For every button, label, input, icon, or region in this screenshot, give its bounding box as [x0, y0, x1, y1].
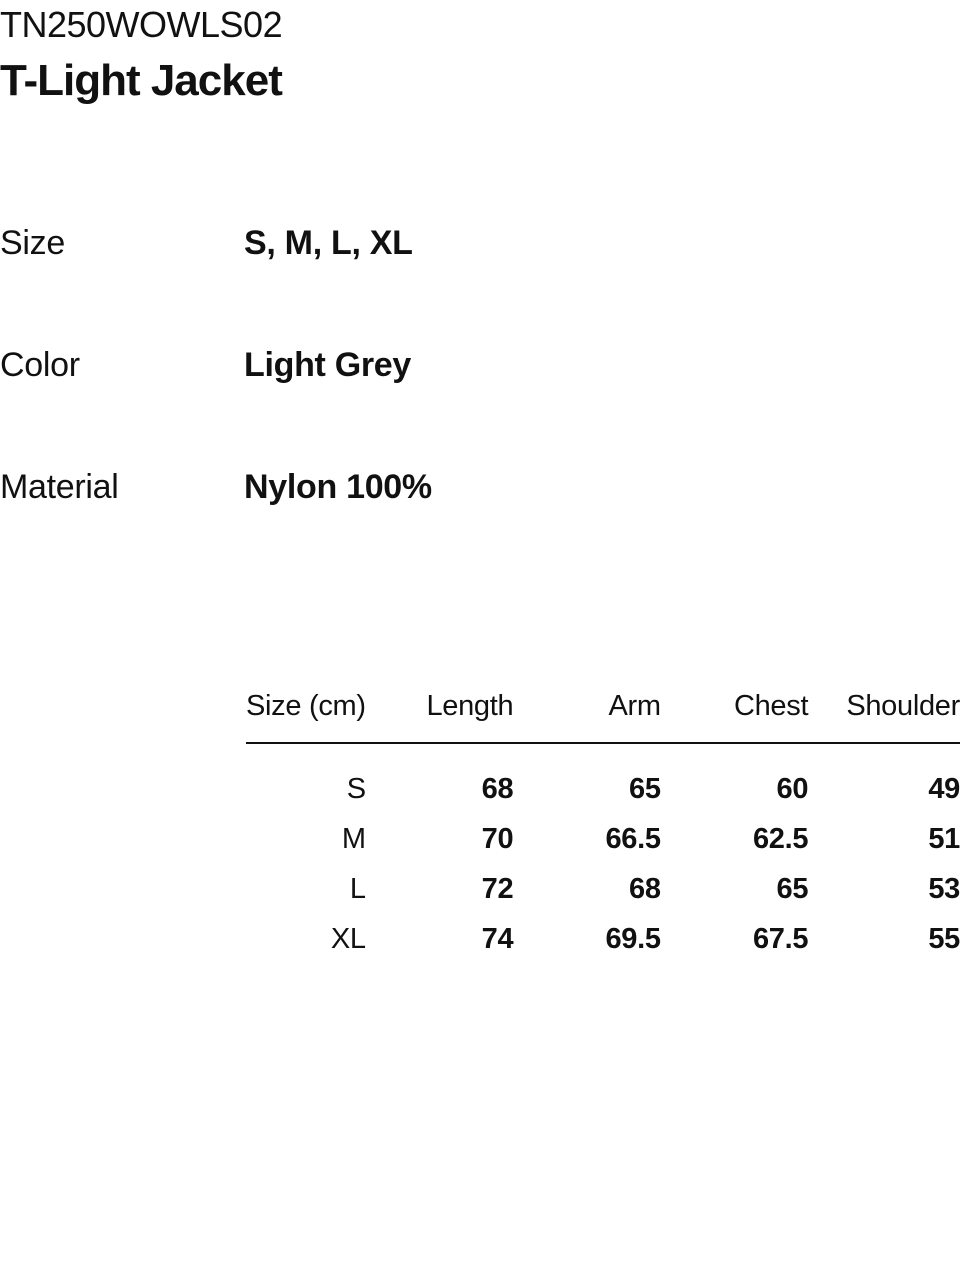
cell-size: M: [341, 822, 366, 855]
cell-arm: 66.5: [605, 822, 661, 855]
column-header-chest: Chest: [733, 689, 809, 722]
size-chart-header: [246, 680, 960, 743]
spec-value-material: Nylon 100%: [244, 468, 432, 506]
cell-chest: 62.5: [752, 822, 809, 855]
column-header-size: Size (cm): [246, 689, 366, 722]
spec-list: [0, 224, 960, 590]
cell-chest: 67.5: [752, 922, 809, 955]
column-header-arm: Arm: [608, 689, 661, 722]
spec-row-material: [0, 468, 960, 590]
cell-shoulder: 55: [928, 922, 960, 955]
column-header-length: Length: [426, 689, 514, 722]
product-code: TN250WOWLS02: [0, 4, 283, 45]
cell-arm: 65: [629, 772, 661, 805]
page-title: T-Light Jacket: [0, 56, 282, 105]
cell-length: 74: [481, 922, 514, 955]
cell-arm: 68: [629, 872, 661, 905]
size-chart-body: [246, 743, 960, 964]
cell-size: XL: [330, 922, 366, 955]
table-header-row: [246, 680, 960, 743]
cell-length: 68: [481, 772, 514, 805]
table-row: [246, 914, 960, 964]
table-row: [246, 743, 960, 814]
size-chart-table: [246, 680, 960, 964]
cell-shoulder: 51: [928, 822, 960, 855]
table-row: [246, 864, 960, 914]
spec-label-size: Size: [0, 224, 65, 262]
table-row: [246, 814, 960, 864]
cell-shoulder: 53: [928, 872, 960, 905]
spec-value-color: Light Grey: [244, 346, 412, 384]
spec-label-material: Material: [0, 468, 119, 506]
cell-length: 72: [481, 872, 514, 905]
cell-size: S: [346, 772, 366, 805]
cell-size: L: [349, 872, 366, 905]
spec-value-size: S, M, L, XL: [244, 224, 413, 262]
cell-shoulder: 49: [928, 772, 960, 805]
column-header-shoulder: Shoulder: [846, 689, 960, 722]
spec-label-color: Color: [0, 346, 80, 384]
cell-arm: 69.5: [605, 922, 661, 955]
spec-row-size: [0, 224, 960, 346]
cell-chest: 60: [776, 772, 809, 805]
cell-length: 70: [481, 822, 514, 855]
cell-chest: 65: [776, 872, 809, 905]
spec-row-color: [0, 346, 960, 468]
